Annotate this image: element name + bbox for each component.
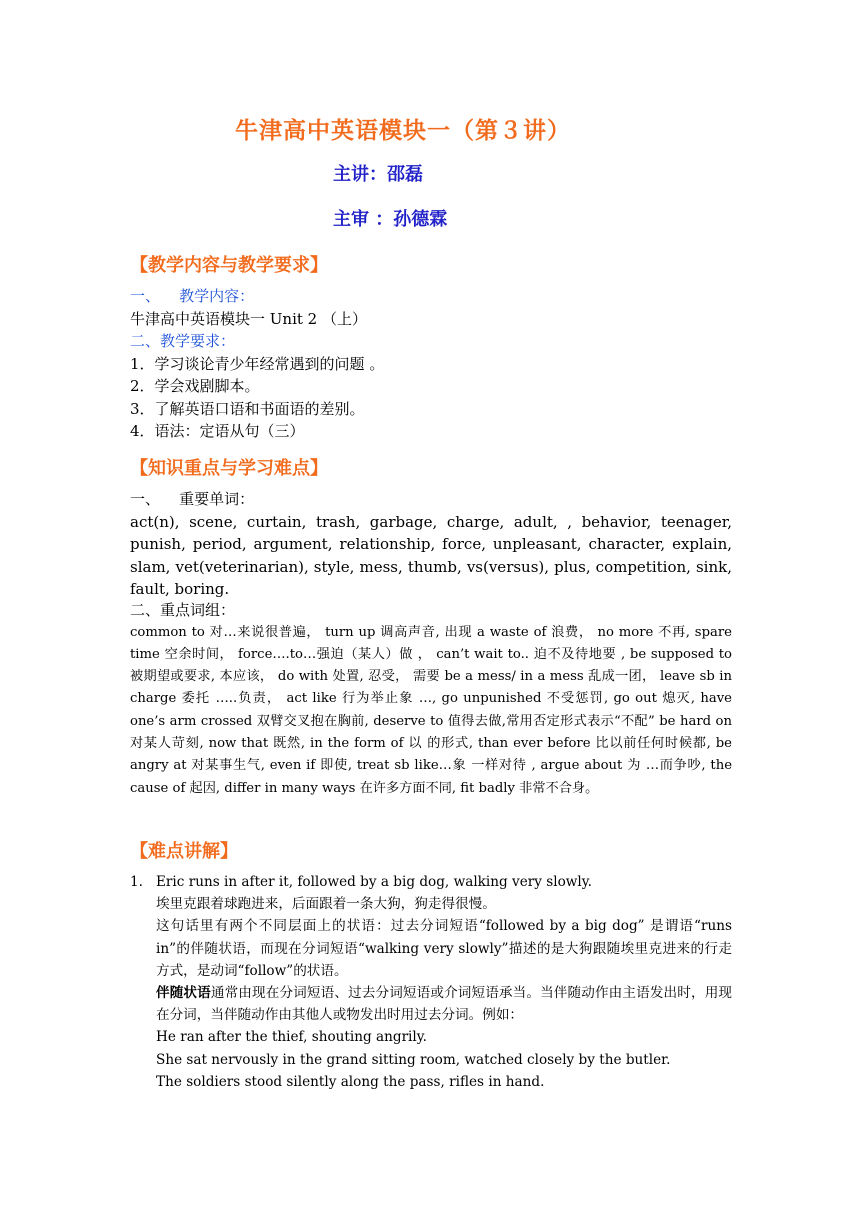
example-line: She sat nervously in the grand sitting room, watched closely by the butler. xyxy=(156,1051,671,1068)
sentence-explanation: 这句话里有两个不同层面上的状语：过去分词短语“followed by a big dog” 是谓语“runs in”的伴随状语，而现在分词短语“walking very slowly”描述的是大狗跟随埃里克进来的行走方式，是动词“follow”的状语。 xyxy=(156,918,732,979)
section-heading-teaching: 【教学内容与教学要求】 xyxy=(130,255,328,276)
example-sentence: Eric runs in after it, followed by a big dog, walking very slowly. xyxy=(156,874,592,890)
term-keyword: 伴随状语 xyxy=(156,985,211,1002)
term-text: 通常由现在分词短语、过去分词短语或介词短语承当。当伴随动作由主语发出时，用现在分词，当伴随动作由其他人或物发出时用过去分词。例如： xyxy=(156,985,733,1024)
vocab-label: 一、 重要单词： xyxy=(130,490,255,508)
lecturer-line: 主讲：邵磊 xyxy=(333,164,423,185)
term-paragraph xyxy=(156,982,732,1026)
example-line: He ran after the thief, shouting angrily. xyxy=(156,1029,427,1046)
content-text: 牛津高中英语模块一 Unit 2 （上） xyxy=(130,309,367,328)
vocab-block xyxy=(130,488,732,601)
phrase-text: common to 对…来说很普遍， turn up 调高声音, 出现 a waste of 浪费， no more 不再, spare time 空余时间， force….to…强迫（某人）做 ， can’t wait to.. 迫不及待地要 , be supposed to 被期望或要求, 本应该， do with 处置, 忍受， 需要 be a mess/ in a mess 乱成一团， leave sb in charge 委托 …..负责， act like 行为举止象 …, go unpunished 不受惩罚, go out 熄灭, have one’s arm crossed 双臂交叉抱在胸前, deserve to 值得去做,常用否定形式表示“不配” be hard on 对某人苛刻, now that 既然, in the form of 以 的形式, than ever before 比以前任何时候都, be angry at 对某事生气, even if 即使, treat sb like…象 一样对待 , argue about 为 …而争吵, the cause of 起因, differ in many ways 在许多方面不同, fit badly 非常不合身。 xyxy=(130,624,732,796)
page-title: 牛津高中英语模块一（第３讲） xyxy=(235,118,571,144)
requirement-item: 4．语法：定语从句（三） xyxy=(130,422,305,440)
section-heading-difficulty: 【难点讲解】 xyxy=(130,841,238,862)
section-heading-knowledge: 【知识重点与学习难点】 xyxy=(130,458,328,479)
phrase-label: 二、重点词组： xyxy=(130,601,236,619)
reviewer-line: 主审 ：孙德霖 xyxy=(333,209,448,230)
content-label: 一、 教学内容： xyxy=(130,287,255,305)
example-line: The soldiers stood silently along the pass, rifles in hand. xyxy=(156,1073,545,1090)
requirement-item: 3．了解英语口语和书面语的差别。 xyxy=(130,399,365,418)
phrase-block xyxy=(130,599,732,800)
requirement-item: 1．学习谈论青少年经常遇到的问题 。 xyxy=(130,354,385,373)
vocab-text: act(n), scene, curtain, trash, garbage, charge, adult, , behavior, teenager, punish, period, argument, relationship, force, unpleasant, character, explain, slam, vet(veterinarian), style, mess, thumb, vs(versus), plus, competition, sink, fault, boring. xyxy=(130,512,732,598)
requirements-label: 二、教学要求： xyxy=(130,332,236,350)
sentence-translation: 埃里克跟着球跑进来，后面跟着一条大狗，狗走得很慢。 xyxy=(156,896,496,913)
explanation-item xyxy=(130,871,732,1093)
requirement-item: 2．学会戏剧脚本。 xyxy=(130,377,260,395)
item-number: 1. xyxy=(130,874,143,890)
teaching-content-block xyxy=(130,285,732,443)
